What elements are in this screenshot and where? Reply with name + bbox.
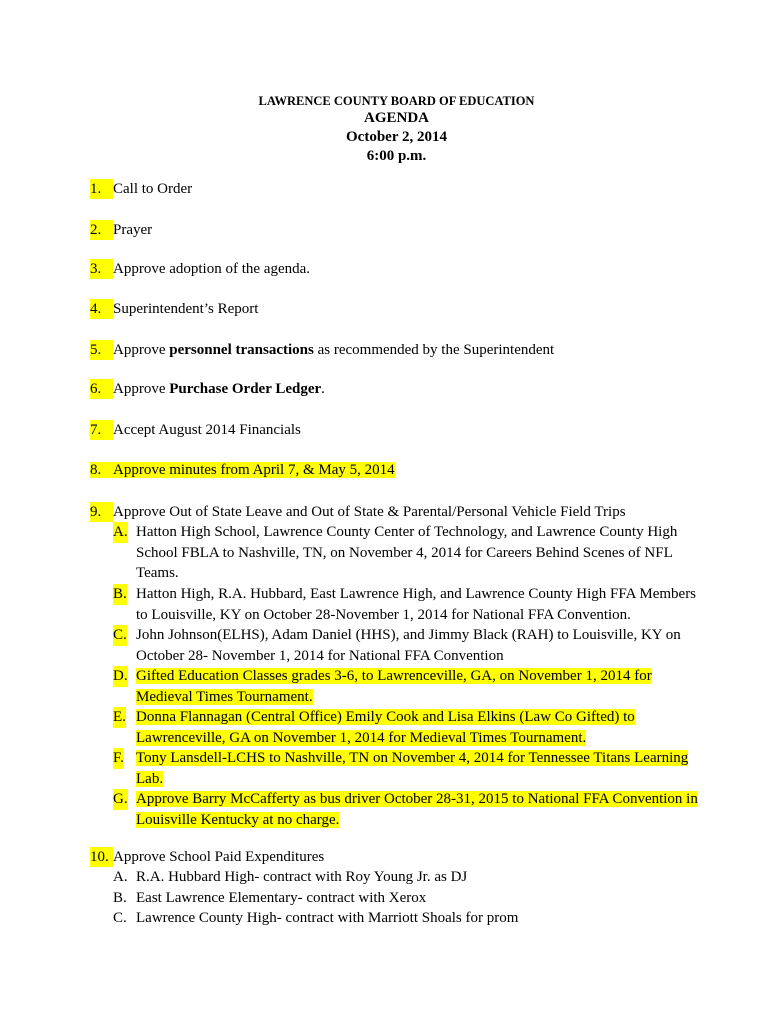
sub-item-text: Hatton High, R.A. Hubbard, East Lawrence High, and Lawrence County High FFA Members to Louisville, KY on October 28-November 1, 2014 for National FFA Convention.: [136, 586, 697, 623]
item-text: Prayer: [113, 222, 153, 238]
agenda-item-6: [90, 379, 710, 399]
sub-item-text: R.A. Hubbard High- contract with Roy Young Jr. as DJ: [136, 869, 468, 885]
sub-item-9e: [113, 707, 700, 748]
sub-item-letter: C.: [113, 910, 127, 926]
sub-item-text: John Johnson(ELHS), Adam Daniel (HHS), and Jimmy Black (RAH) to Louisville, KY on October 28- November 1, 2014 for National FFA Convention: [136, 627, 681, 664]
item-text-prefix: Approve: [113, 342, 170, 358]
sub-item-letter: G.: [113, 789, 128, 810]
sub-item-9c: [113, 625, 700, 666]
agenda-item-7: [90, 420, 710, 440]
sub-item-letter: B.: [113, 890, 127, 906]
sub-item-text: East Lawrence Elementary- contract with Xerox: [136, 890, 427, 906]
sub-item-9a: [113, 522, 700, 584]
item-text-prefix: Approve: [113, 381, 170, 397]
sub-item-body: [136, 789, 700, 830]
sub-item-text: Hatton High School, Lawrence County Center of Technology, and Lawrence County High School FBLA to Nashville, TN, on November 4, 2014 for Careers Behind Scenes of NFL Teams.: [136, 524, 678, 581]
item-text: Accept August 2014 Financials: [113, 422, 301, 438]
sub-item-9f: [113, 748, 700, 789]
item-text-suffix: as recommended by the Superintendent: [313, 342, 555, 358]
agenda-item-8: [90, 460, 710, 480]
agenda-item-4: [90, 299, 710, 319]
sub-item-body: [136, 666, 700, 707]
agenda-item-5: [90, 340, 710, 360]
agenda-item-1: [90, 179, 710, 199]
sub-item-letter: B.: [113, 584, 127, 605]
agenda-item-3: [90, 259, 710, 279]
sub-item-text: Lawrence County High- contract with Marriott Shoals for prom: [136, 910, 519, 926]
item-text: Superintendent’s Report: [113, 301, 259, 317]
highlighted-line: [90, 462, 395, 478]
sub-item-body: [136, 707, 700, 748]
item-text: Approve adoption of the agenda.: [113, 261, 311, 277]
agenda-header: [0, 93, 770, 166]
sub-item-10b: [113, 888, 700, 909]
agenda-item-9: [90, 502, 710, 522]
sub-item-9b: [113, 584, 700, 625]
item-number: 2.: [90, 220, 113, 240]
sub-item-letter: C.: [113, 625, 127, 646]
sub-item-9g: [113, 789, 700, 830]
item-number: 6.: [90, 379, 113, 399]
sub-item-letter: F.: [113, 748, 124, 769]
sub-item-text: Donna Flannagan (Central Office) Emily Cook and Lisa Elkins (Law Co Gifted) to Lawrenceville, GA on November 1, 2014 for Medieval Times Tournament.: [136, 709, 635, 746]
item-number: 9.: [90, 502, 113, 522]
sub-item-text: Tony Lansdell-LCHS to Nashville, TN on November 4, 2014 for Tennessee Titans Learning Lab.: [136, 750, 689, 787]
item-text-bold: Purchase Order Ledger: [169, 381, 322, 397]
item-text-bold: personnel transactions: [169, 342, 314, 358]
item-number: 1.: [90, 179, 113, 199]
item-text: Approve minutes from April 7, & May 5, 2014: [113, 462, 395, 478]
document-title: AGENDA: [363, 110, 429, 126]
item-number: 8.: [90, 462, 102, 478]
sub-item-10c: [113, 908, 700, 929]
item-number: 7.: [90, 420, 113, 440]
meeting-time: 6:00 p.m.: [366, 148, 427, 164]
sub-item-text: Gifted Education Classes grades 3-6, to Lawrenceville, GA, on November 1, 2014 for Medieval Times Tournament.: [136, 668, 652, 705]
sub-item-10a: [113, 867, 700, 888]
sub-item-letter: E.: [113, 707, 126, 728]
agenda-item-10: [90, 847, 710, 867]
sub-item-9d: [113, 666, 700, 707]
item-text: Call to Order: [113, 181, 193, 197]
item-text: Approve Out of State Leave and Out of State & Parental/Personal Vehicle Field Trips: [113, 504, 626, 520]
organization-name: LAWRENCE COUNTY BOARD OF EDUCATION: [258, 94, 535, 108]
item-text: Approve School Paid Expenditures: [113, 849, 325, 865]
item-number: 3.: [90, 259, 113, 279]
sub-item-letter: A.: [113, 869, 128, 885]
meeting-date: October 2, 2014: [346, 129, 447, 145]
item-number: 10.: [90, 847, 113, 867]
item-text-suffix: .: [321, 381, 325, 397]
agenda-item-2: [90, 220, 710, 240]
sub-item-letter: A.: [113, 522, 128, 543]
sub-item-body: [136, 748, 700, 789]
item-number: 4.: [90, 299, 113, 319]
sub-item-letter: D.: [113, 666, 128, 687]
item-number: 5.: [90, 340, 113, 360]
sub-item-text: Approve Barry McCafferty as bus driver October 28-31, 2015 to National FFA Convention in Louisville Kentucky at no charge.: [136, 791, 698, 828]
